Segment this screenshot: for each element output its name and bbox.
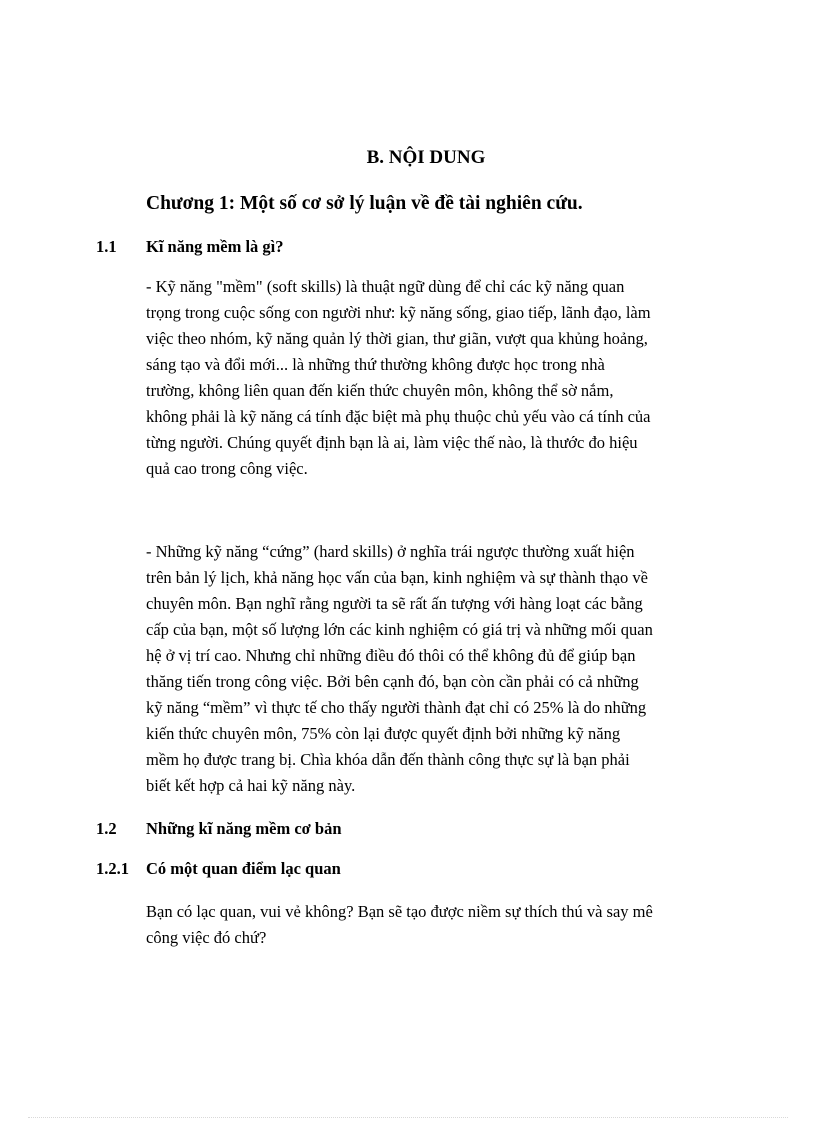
section-title: Có một quan điểm lạc quan xyxy=(146,859,341,878)
paragraph-soft-skills xyxy=(146,274,721,482)
text-line: trường, không liên quan đến kiến thức chuyên môn, không thể sờ nắm, xyxy=(146,381,614,400)
text-line: cấp của bạn, một số lượng lớn các kinh nghiệm có giá trị và những mối quan xyxy=(146,620,653,639)
paragraph-hard-skills xyxy=(146,539,721,799)
text-line: thăng tiến trong công việc. Bởi bên cạnh đó, bạn còn cần phải có cả những xyxy=(146,672,639,691)
section-number: 1.2 xyxy=(96,819,117,838)
section-title: Kĩ năng mềm là gì? xyxy=(146,237,284,256)
text-line: việc theo nhóm, kỹ năng quản lý thời gian, thư giãn, vượt qua khủng hoảng, xyxy=(146,329,648,348)
text-line: quả cao trong công việc. xyxy=(146,459,308,478)
text-line: hệ ở vị trí cao. Nhưng chỉ những điều đó thôi có thể không đủ để giúp bạn xyxy=(146,646,636,665)
part-title: B. NỘI DUNG xyxy=(366,147,486,168)
paragraph-optimism xyxy=(146,899,721,951)
text-line: biết kết hợp cả hai kỹ năng này. xyxy=(146,776,356,795)
text-line: chuyên môn. Bạn nghĩ rằng người ta sẽ rất ấn tượng với hàng loạt các bằng xyxy=(146,594,643,613)
text-line: sáng tạo và đổi mới... là những thứ thường không được học trong nhà xyxy=(146,355,605,374)
text-line: - Những kỹ năng “cứng” (hard skills) ở nghĩa trái ngược thường xuất hiện xyxy=(146,542,635,561)
text-line: từng người. Chúng quyết định bạn là ai, làm việc thế nào, là thước đo hiệu xyxy=(146,433,638,452)
text-line: kỹ năng “mềm” vì thực tế cho thấy người thành đạt chỉ có 25% là do những xyxy=(146,698,647,717)
chapter-title: Chương 1: Một số cơ sở lý luận về đề tài nghiên cứu. xyxy=(146,193,583,214)
section-title: Những kĩ năng mềm cơ bản xyxy=(146,819,342,838)
text-line: trọng trong cuộc sống con người như: kỹ năng sống, giao tiếp, lãnh đạo, làm xyxy=(146,303,651,322)
section-number: 1.2.1 xyxy=(96,859,129,878)
text-line: kiến thức chuyên môn, 75% còn lại được quyết định bởi những kỹ năng xyxy=(146,724,621,743)
text-line: trên bản lý lịch, khả năng học vấn của bạn, kinh nghiệm và sự thành thạo về xyxy=(146,568,648,587)
text-line: Bạn có lạc quan, vui vẻ không? Bạn sẽ tạo được niềm sự thích thú và say mê xyxy=(146,902,653,921)
text-line: công việc đó chứ? xyxy=(146,928,267,947)
text-line: - Kỹ năng "mềm" (soft skills) là thuật ngữ dùng để chỉ các kỹ năng quan xyxy=(146,277,625,296)
text-line: không phải là kỹ năng cá tính đặc biệt mà phụ thuộc chủ yếu vào cá tính của xyxy=(146,407,651,426)
text-line: mềm họ được trang bị. Chìa khóa dẫn đến thành công thực sự là bạn phải xyxy=(146,750,630,769)
section-number: 1.1 xyxy=(96,237,117,256)
page-bottom-divider xyxy=(28,1117,788,1118)
